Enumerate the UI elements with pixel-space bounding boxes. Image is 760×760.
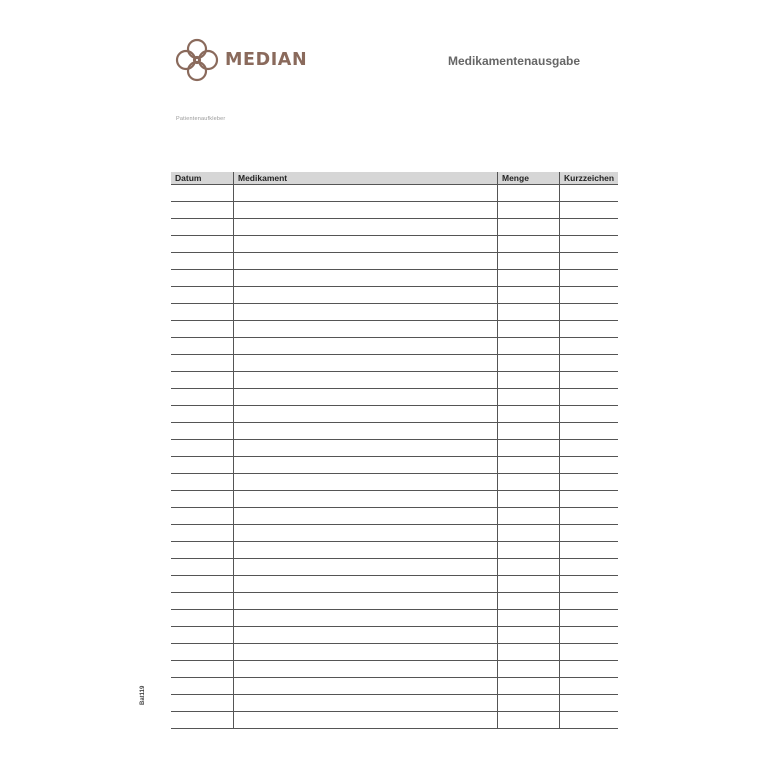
table-cell-medikament xyxy=(233,576,497,593)
table-cell-menge xyxy=(497,321,559,338)
column-header-menge: Menge xyxy=(497,172,559,184)
table-cell-medikament xyxy=(233,712,497,729)
table-cell-menge xyxy=(497,236,559,253)
patient-sticker-label: Patientenaufkleber xyxy=(176,116,226,122)
table-cell-datum xyxy=(171,712,233,729)
table-cell-kurzzeichen xyxy=(559,440,618,457)
table-cell-datum xyxy=(171,610,233,627)
table-cell-menge xyxy=(497,253,559,270)
table-cell-medikament xyxy=(233,695,497,712)
brand-name: MEDIAN xyxy=(225,50,308,70)
table-cell-medikament xyxy=(233,593,497,610)
table-cell-menge xyxy=(497,389,559,406)
table-cell-datum xyxy=(171,253,233,270)
table-cell-datum xyxy=(171,389,233,406)
table-cell-kurzzeichen xyxy=(559,253,618,270)
table-cell-kurzzeichen xyxy=(559,202,618,219)
table-cell-medikament xyxy=(233,474,497,491)
table-cell-menge xyxy=(497,304,559,321)
table-cell-medikament xyxy=(233,678,497,695)
table-cell-datum xyxy=(171,185,233,202)
median-logo xyxy=(175,38,307,82)
table-cell-datum xyxy=(171,678,233,695)
table-cell-kurzzeichen xyxy=(559,355,618,372)
table-cell-kurzzeichen xyxy=(559,372,618,389)
table-cell-medikament xyxy=(233,219,497,236)
table-cell-medikament xyxy=(233,423,497,440)
table-cell-medikament xyxy=(233,389,497,406)
table-header xyxy=(171,172,618,185)
table-cell-menge xyxy=(497,355,559,372)
table-cell-kurzzeichen xyxy=(559,559,618,576)
column-header-datum: Datum xyxy=(175,173,202,183)
table-cell-menge xyxy=(497,423,559,440)
median-flower-icon xyxy=(175,38,219,82)
table-cell-kurzzeichen xyxy=(559,661,618,678)
table-cell-medikament xyxy=(233,372,497,389)
table-cell-medikament xyxy=(233,627,497,644)
table-cell-menge xyxy=(497,287,559,304)
table-cell-medikament xyxy=(233,338,497,355)
table-cell-kurzzeichen xyxy=(559,525,618,542)
table-cell-medikament xyxy=(233,440,497,457)
table-cell-medikament xyxy=(233,185,497,202)
table-cell-datum xyxy=(171,270,233,287)
table-cell-medikament xyxy=(233,355,497,372)
table-cell-medikament xyxy=(233,236,497,253)
table-cell-kurzzeichen xyxy=(559,593,618,610)
table-cell-datum xyxy=(171,423,233,440)
table-cell-medikament xyxy=(233,253,497,270)
table-cell-kurzzeichen xyxy=(559,542,618,559)
table-cell-datum xyxy=(171,321,233,338)
table-cell-datum xyxy=(171,202,233,219)
table-cell-datum xyxy=(171,406,233,423)
table-cell-menge xyxy=(497,661,559,678)
table-cell-medikament xyxy=(233,542,497,559)
table-cell-menge xyxy=(497,610,559,627)
table-cell-menge xyxy=(497,491,559,508)
table-cell-menge xyxy=(497,338,559,355)
table-cell-medikament xyxy=(233,270,497,287)
table-cell-datum xyxy=(171,525,233,542)
table-cell-kurzzeichen xyxy=(559,576,618,593)
table-cell-menge xyxy=(497,593,559,610)
table-cell-datum xyxy=(171,542,233,559)
table-cell-medikament xyxy=(233,287,497,304)
table-cell-medikament xyxy=(233,304,497,321)
table-cell-datum xyxy=(171,627,233,644)
table-cell-kurzzeichen xyxy=(559,457,618,474)
table-cell-kurzzeichen xyxy=(559,644,618,661)
table-cell-menge xyxy=(497,712,559,729)
table-cell-menge xyxy=(497,372,559,389)
table-cell-menge xyxy=(497,270,559,287)
table-body xyxy=(171,185,618,729)
table-cell-menge xyxy=(497,542,559,559)
table-cell-medikament xyxy=(233,406,497,423)
table-cell-menge xyxy=(497,678,559,695)
table-cell-kurzzeichen xyxy=(559,321,618,338)
document-title: Medikamentenausgabe xyxy=(447,54,580,68)
table-cell-datum xyxy=(171,508,233,525)
table-cell-datum xyxy=(171,593,233,610)
table-cell-datum xyxy=(171,338,233,355)
table-cell-datum xyxy=(171,695,233,712)
table-cell-menge xyxy=(497,440,559,457)
table-cell-menge xyxy=(497,406,559,423)
table-cell-kurzzeichen xyxy=(559,423,618,440)
table-cell-datum xyxy=(171,287,233,304)
table-cell-datum xyxy=(171,491,233,508)
table-cell-datum xyxy=(171,474,233,491)
table-cell-kurzzeichen xyxy=(559,185,618,202)
table-cell-kurzzeichen xyxy=(559,270,618,287)
table-cell-kurzzeichen xyxy=(559,304,618,321)
table-cell-menge xyxy=(497,525,559,542)
table-cell-kurzzeichen xyxy=(559,508,618,525)
table-cell-medikament xyxy=(233,644,497,661)
table-cell-datum xyxy=(171,372,233,389)
table-cell-kurzzeichen xyxy=(559,219,618,236)
table-cell-datum xyxy=(171,559,233,576)
table-cell-medikament xyxy=(233,491,497,508)
table-cell-datum xyxy=(171,304,233,321)
table-cell-kurzzeichen xyxy=(559,474,618,491)
table-cell-kurzzeichen xyxy=(559,491,618,508)
table-cell-datum xyxy=(171,661,233,678)
column-header-medikament: Medikament xyxy=(233,172,497,184)
table-cell-menge xyxy=(497,559,559,576)
table-cell-datum xyxy=(171,576,233,593)
form-code: Bat119 xyxy=(140,685,146,705)
table-cell-kurzzeichen xyxy=(559,712,618,729)
table-cell-datum xyxy=(171,440,233,457)
table-cell-kurzzeichen xyxy=(559,287,618,304)
table-cell-kurzzeichen xyxy=(559,610,618,627)
table-cell-kurzzeichen xyxy=(559,338,618,355)
table-cell-medikament xyxy=(233,525,497,542)
table-cell-menge xyxy=(497,219,559,236)
table-cell-kurzzeichen xyxy=(559,406,618,423)
table-cell-medikament xyxy=(233,508,497,525)
table-cell-kurzzeichen xyxy=(559,627,618,644)
table-cell-medikament xyxy=(233,457,497,474)
table-cell-datum xyxy=(171,644,233,661)
table-cell-menge xyxy=(497,185,559,202)
table-cell-medikament xyxy=(233,559,497,576)
table-cell-menge xyxy=(497,644,559,661)
table-cell-kurzzeichen xyxy=(559,695,618,712)
table-cell-kurzzeichen xyxy=(559,389,618,406)
table-cell-medikament xyxy=(233,321,497,338)
table-cell-kurzzeichen xyxy=(559,678,618,695)
table-cell-menge xyxy=(497,695,559,712)
table-cell-kurzzeichen xyxy=(559,236,618,253)
table-cell-menge xyxy=(497,508,559,525)
table-cell-menge xyxy=(497,576,559,593)
table-cell-datum xyxy=(171,355,233,372)
table-cell-datum xyxy=(171,236,233,253)
table-cell-menge xyxy=(497,474,559,491)
table-cell-menge xyxy=(497,202,559,219)
table-cell-medikament xyxy=(233,610,497,627)
table-cell-menge xyxy=(497,457,559,474)
table-cell-medikament xyxy=(233,202,497,219)
table-cell-datum xyxy=(171,457,233,474)
dispense-table xyxy=(171,172,618,729)
table-cell-medikament xyxy=(233,661,497,678)
table-cell-datum xyxy=(171,219,233,236)
column-header-kurzzeichen: Kurzzeichen xyxy=(559,172,618,184)
table-cell-menge xyxy=(497,627,559,644)
